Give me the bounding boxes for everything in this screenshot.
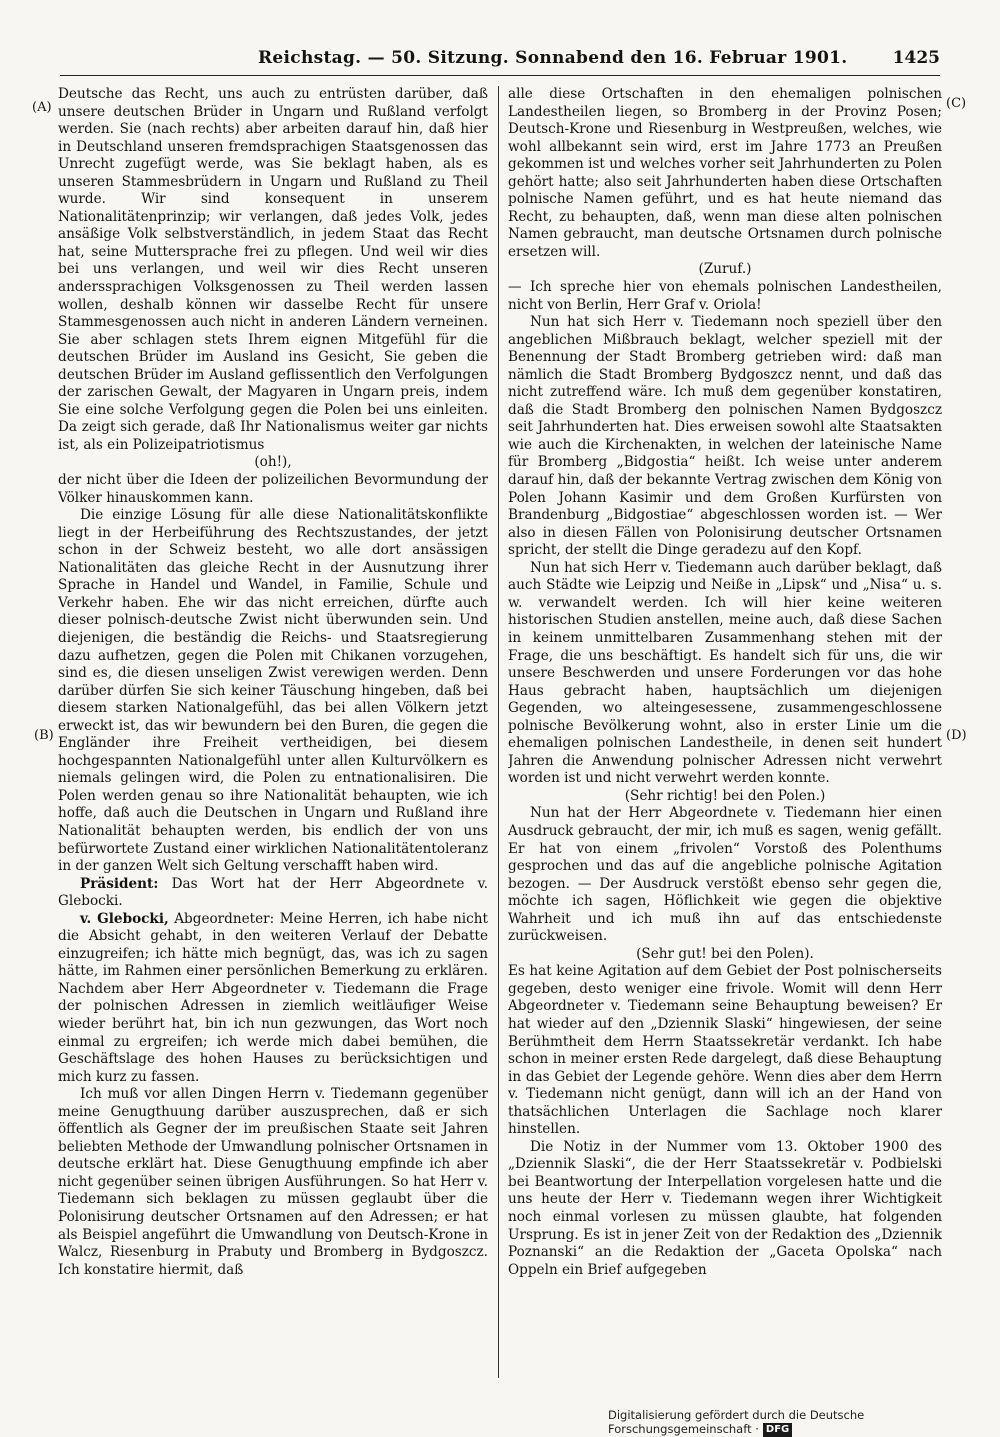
paragraph: alle diese Ortschaften in den ehemaligen polnischen Landestheilen liegen, so Bromberg in der Provinz Posen; Deutsch-Krone und Riesenburg in Westpreußen, welches, wie wohl allbekannt sein wird, erst im Jahre 1773 an Preußen gekommen ist und welches vorher seit Jahrhunderten zu Polen gehört hatte; also seit Jahrhunderten haben diese Ortschaften polnische Namen geführt, und es hat heute niemand das Recht, zu behaupten, daß, wenn man diese alten polnischen Namen gebraucht, man deutsche Ortsnamen durch polnische ersetzen will. <box>508 86 942 260</box>
paragraph: Ich muß vor allen Dingen Herrn v. Tiedemann gegenüber meine Genugthuung darüber auszusprechen, daß er sich öffentlich als Gegner der im preußischen Staate seit Jahren beliebten Methode der Umwandlung polnischer Ortsnamen in deutsche erklärt hat. Diese Genugthuung empfinde ich aber nicht gegenüber seinen übrigen Ausführungen. So hat Herr v. Tiedemann sich beklagen zu müssen geglaubt über die Polonisirung deutscher Ortsnamen auf den Adressen; er hat als Beispiel angeführt die Umwandlung von Deutsch-Krone in Walcz, Riesenburg in Prabuty und Bromberg in Bydgoszcz. Ich konstatire hiermit, daß <box>58 1086 488 1278</box>
speaker-name: Präsident: <box>80 875 159 892</box>
column-divider <box>498 86 499 1378</box>
paragraph: Die einzige Lösung für alle diese Nationalitätskonflikte liegt in der Herbeiführung des Rechtszustandes, der jetzt schon in der Schweiz besteht, wo alle dort ansässigen Nationalitäten das gleiche Recht in der Ausnutzung ihrer Sprache in Handel und Wandel, in Familie, Schule und Verkehr haben. Ehe wir das nicht erreichen, dürfte auch dieser polnisch-deutsche Zwist nicht überwunden sein. Und diejenigen, die beständig die Reichs- und Staatsregierung dazu aufhetzen, gegen die Polen mit Chikanen vorzugehen, sind es, die diesen unseligen Zwist verewigen werden. Denn darüber dürfen Sie sich keiner Täuschung hingeben, daß bei diesem starken Nationalgefühl, das bei allen Völkern jetzt erweckt ist, das wir bewundern bei den Buren, die gegen die Engländer ihre Freiheit vertheidigen, bei diesem hochgespannten Nationalgefühl unter allen Kulturvölkern es niemals gelingen wird, die Polen zu entnationalisiren. Die Polen werden genau so ihre Nationalität behaupten, wie ich hoffe, daß auch die Deutschen in Ungarn und Rußland ihre Nationalität behaupten werden, bis endlich der von uns befürwortete Zustand einer wirklichen Nationalitätentoleranz in der ganzen Welt sich Geltung verschafft haben wird. <box>58 507 488 875</box>
paragraph: der nicht über die Ideen der polizeilichen Bevormundung der Völker hinauskommen kann. <box>58 472 488 506</box>
speech-text: Abgeordneter: Meine Herren, ich habe nicht die Absicht gehabt, in den weiteren Verlauf der Debatte einzugreifen; ich hätte mich begnügt, das, was ich zu sagen hätte, im Rahmen einer persönlichen Bemerkung zu erklären. Nachdem aber Herr Abgeordneter v. Tiedemann die Frage der polnischen Adressen in ziemlich weitläufiger Weise wieder berührt hat, bin ich nun gezwungen, das Wort noch einmal zu ergreifen; ich werde mich dabei bemühen, die Geschäftslage des hohen Hauses zu berücksichtigen und mich kurz zu fassen. <box>58 910 488 1085</box>
dfg-logo: DFG <box>763 1423 792 1437</box>
running-title: Reichstag. — 50. Sitzung. Sonnabend den 16. Februar 1901. <box>258 48 848 68</box>
page-number: 1425 <box>892 48 940 68</box>
margin-marker-a: (A) <box>32 100 52 115</box>
interjection: (Sehr gut! bei den Polen). <box>636 945 814 962</box>
interjection: (Zuruf.) <box>698 261 752 278</box>
interjection: (Sehr richtig! bei den Polen.) <box>624 787 826 804</box>
speaker-paragraph <box>58 876 488 911</box>
speaker-paragraph <box>58 911 488 1086</box>
credit-text: Digitalisierung gefördert durch die Deutsche Forschungsgemeinschaft · <box>608 1408 865 1436</box>
left-column <box>58 86 488 1382</box>
paragraph: Nun hat sich Herr v. Tiedemann auch darüber beklagt, daß auch Städte wie Leipzig und Neiße in „Lipsk“ und „Nisa“ u. s. w. verwandelt werden. Ich will hier keine weiteren historischen Studien anstellen, meine auch, daß diese Sachen in keinem unmittelbaren Zusammenhang stehen mit der Frage, die uns beschäftigt. Es handelt sich für uns, die wir unsere Beschwerden und unsere Forderungen vor das hohe Haus gebracht haben, hauptsächlich um diejenigen Gegenden, wo alteingesessene, zusammengeschlossene polnische Bevölkerung wohnt, also in erster Linie um die ehemaligen polnischen Landestheile, in denen seit hundert Jahren die Anwendung polnischer Adressen nicht verwehrt worden ist und nicht verwehrt werden konnte. <box>508 559 942 787</box>
right-column <box>508 86 942 1382</box>
header-rule <box>60 75 940 76</box>
speaker-name: v. Glebocki, <box>80 910 169 927</box>
paragraph: Nun hat sich Herr v. Tiedemann noch speziell über den angeblichen Mißbrauch beklagt, welcher speziell mit der Benennung der Stadt Bromberg getrieben wird: daß man nämlich die Stadt Bromberg Bydgoszcz nennt, und daß das nicht zutreffend wäre. Ich muß dem gegenüber konstatiren, daß die Stadt Bromberg den polnischen Namen Bydgoszcz seit Jahrhunderten hat. Dies erweisen sowohl alte Staatsakten wie auch die Kirchenakten, in welchen der lateinische Name für Bromberg „Bidgostia“ heißt. Ich weise unter anderem darauf hin, daß der bekannte Vertrag zwischen dem König von Polen Johann Kasimir und dem Großen Kurfürsten von Brandenburg „Bidgostiae“ abgeschlossen worden ist. — Wer also in diesen Fällen von Polonisirung deutscher Ortsnamen spricht, der stellt die Dinge geradezu auf den Kopf. <box>508 314 942 559</box>
paragraph: — Ich spreche hier von ehemals polnischen Landestheilen, nicht von Berlin, Herr Graf v. Oriola! <box>508 279 942 313</box>
page-header <box>60 48 940 74</box>
paragraph: Es hat keine Agitation auf dem Gebiet der Post polnischerseits gegeben, desto weniger eine frivole. Womit will denn Herr Abgeordneter v. Tiedemann seine Behauptung beweisen? Er hat wieder auf den „Dziennik Slaski“ hingewiesen, der seine Berühmtheit dem Herrn Staatssekretär verdankt. Ich habe schon in meiner ersten Rede dargelegt, daß diese Behauptung in das Gebiet der Legende gehöre. Wenn dies aber dem Herrn v. Tiedemann nicht genügt, dann will ich an der Hand von thatsächlichen Unterlagen die Sachlage noch klarer hinstellen. <box>508 963 942 1138</box>
margin-marker-c: (C) <box>946 96 967 111</box>
interjection: (oh!), <box>254 454 292 471</box>
paragraph: Deutsche das Recht, uns auch zu entrüsten darüber, daß unsere deutschen Brüder in Ungarn und Rußland verfolgt werden. Sie (nach rechts) aber arbeiten darauf hin, daß hier in Deutschland unseren fremdsprachigen Staatsgenossen das Unrecht zugefügt werde, was Sie beklagt haben, als es unseren Stammesbrüdern in Ungarn und Rußland zu Theil wurde. Wir sind konsequent in unserem Nationalitätenprinzip; wir verlangen, daß jedes Volk, jedes ansäßige Volk selbstverständlich, in jedem Staat das Recht hat, seine Muttersprache frei zu pflegen. Und weil wir dies bei uns verlangen, und weil wir dies Recht unseren anderssprachigen Volksgenossen zu Theil werden lassen wollen, deshalb können wir dasselbe Recht für unsere Stammesgenossen auch nicht in anderen Ländern verneinen. Sie aber schlagen stets Ihrem eignen Mitgefühl für die deutschen Brüder im Ausland ins Gesicht, Sie geben die deutschen Brüder im Ausland geflissentlich den Verfolgungen der zarischen Gewalt, der Magyaren in Ungarn preis, indem Sie eine solche Verfolgung gegen die Polen bei uns einleiten. Da zeigt sich gerade, daß Ihr Nationalismus weiter gar nichts ist, als ein Polizeipatriotismus <box>58 86 488 453</box>
paragraph: Die Notiz in der Nummer vom 13. Oktober 1900 des „Dziennik Slaski“, die der Herr Staatssekretär v. Podbielski bei Beantwortung der Interpellation vorgelesen hatte und die uns heute der Herr v. Tiedemann wegen ihrer Wichtigkeit noch einmal vorlesen zu müssen glaubte, hat folgenden Ursprung. Es ist in jener Zeit von der Redaktion des „Dziennik Poznanski“ an die Redaktion der „Gaceta Opolska“ nach Oppeln ein Brief aufgegeben <box>508 1138 942 1278</box>
margin-marker-b: (B) <box>34 728 54 743</box>
paragraph: Nun hat der Herr Abgeordnete v. Tiedemann hier einen Ausdruck gebraucht, der mir, ich muß es sagen, wenig gefällt. Er hat von einem „frivolen“ Vorstoß des Polenthums gesprochen und das auf die angebliche polnische Agitation bezogen. — Der Ausdruck verstößt ebenso sehr gegen die, möchte ich sagen, Höflichkeit wie gegen die objektive Wahrheit und ich muß ihn auf das entschiedenste zurückweisen. <box>508 805 942 945</box>
margin-marker-d: (D) <box>946 728 967 743</box>
digitization-credit <box>608 1408 964 1436</box>
speech-text: Das Wort hat der Herr Abgeordnete v. Glebocki. <box>58 875 488 910</box>
